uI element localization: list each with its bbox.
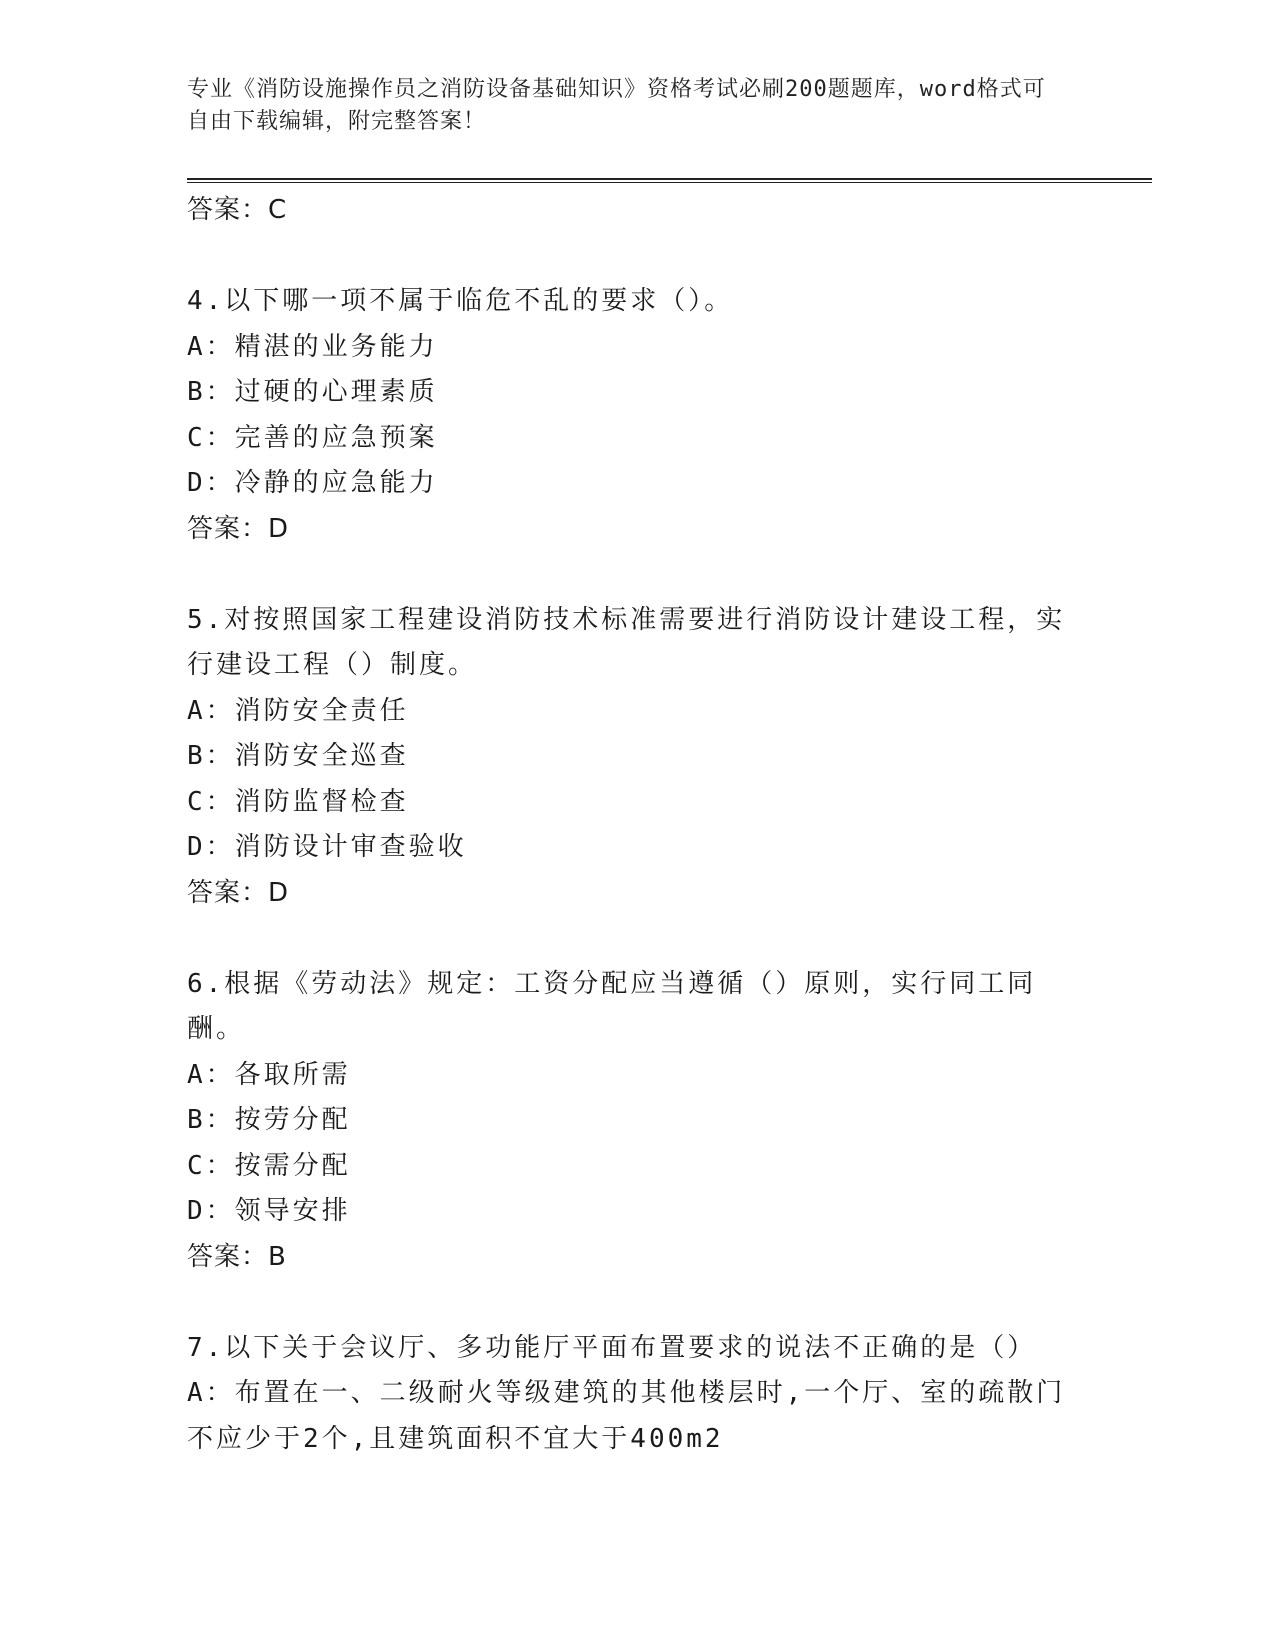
- question-stem: 7.以下关于会议厅、多功能厅平面布置要求的说法不正确的是（）: [187, 1332, 1037, 1363]
- question-stem: 4.以下哪一项不属于临危不乱的要求（）。: [187, 286, 734, 316]
- header-divider: [187, 178, 1152, 183]
- question-block: [187, 598, 1067, 917]
- question-block: [187, 962, 1067, 1281]
- option-c: C：消防监督检查: [187, 786, 409, 817]
- question-block: [187, 1326, 1067, 1463]
- answer-line: 答案：D: [187, 877, 290, 908]
- option-a: A：布置在一、二级耐火等级建筑的其他楼层时,一个厅、室的疏散门不应少于2个,且建筑面积不宜大于400m2: [187, 1378, 1066, 1454]
- option-b: B：过硬的心理素质: [187, 377, 438, 407]
- answer-line: 答案：D: [187, 513, 290, 544]
- option-d: D：领导安排: [187, 1196, 351, 1226]
- question-block: [187, 279, 1067, 552]
- option-c: C：完善的应急预案: [187, 422, 438, 453]
- document-header: 专业《消防设施操作员之消防设备基础知识》资格考试必刷200题题库，word格式可自由下载编辑，附完整答案！: [187, 77, 1046, 134]
- option-b: B：消防安全巡查: [187, 741, 409, 771]
- option-d: D：冷静的应急能力: [187, 468, 438, 498]
- question-stem: 5.对按照国家工程建设消防技术标准需要进行消防设计建设工程，实行建设工程（）制度。: [187, 604, 1066, 680]
- option-a: A：消防安全责任: [187, 695, 409, 726]
- option-b: B：按劳分配: [187, 1105, 351, 1135]
- answer-line: 答案：C: [187, 195, 288, 225]
- option-c: C：按需分配: [187, 1150, 351, 1181]
- answer-line: 答案：B: [187, 1241, 287, 1272]
- question-stem: 6.根据《劳动法》规定：工资分配应当遵循（）原则，实行同工同酬。: [187, 968, 1037, 1044]
- option-a: A：各取所需: [187, 1059, 351, 1090]
- option-d: D：消防设计审查验收: [187, 832, 467, 862]
- option-a: A：精湛的业务能力: [187, 331, 438, 362]
- question-list: [187, 188, 1067, 1462]
